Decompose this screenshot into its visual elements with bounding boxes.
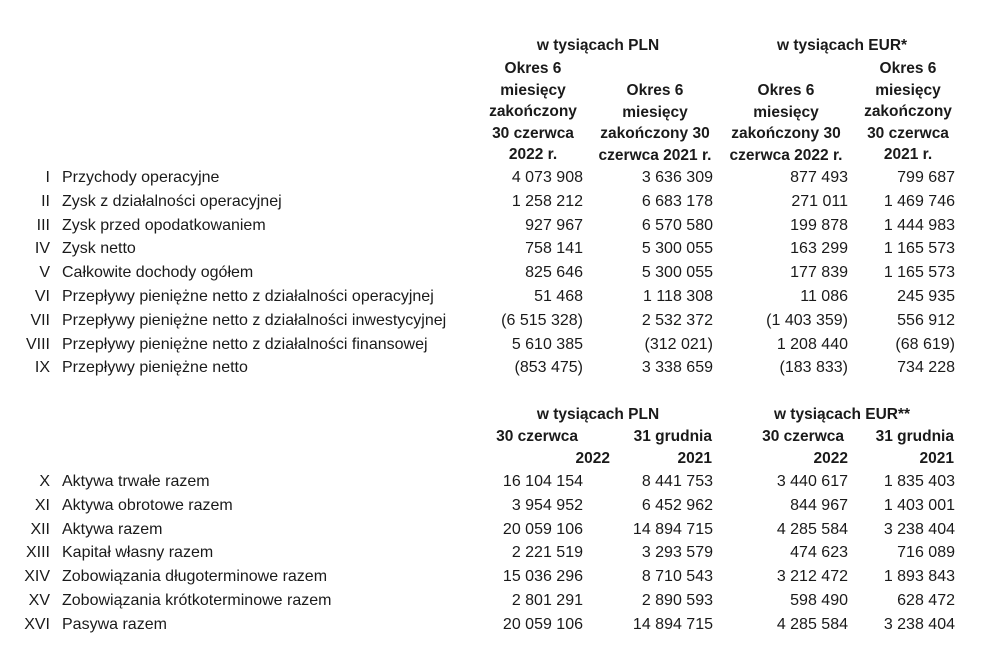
s2-group-pln: w tysiącach PLN: [536, 406, 660, 423]
row-roman-numeral: I: [45, 169, 50, 186]
row-value-col-2: 11 086: [800, 288, 848, 305]
row-value-col-0: 2 801 291: [511, 592, 583, 609]
row-value-col-0: 758 141: [525, 240, 583, 258]
row-value-col-1: 6 570 580: [641, 216, 713, 234]
row-value-col-0: 927 967: [525, 216, 583, 234]
s1-group-eur: w tysiącach EUR*: [776, 37, 908, 54]
row-value-col-1: 5 300 055: [641, 240, 713, 258]
row-label: Przepływy pieniężne netto: [62, 359, 248, 377]
row-value-col-3: 799 687: [897, 169, 955, 186]
row-value-col-3: 716 089: [897, 544, 955, 562]
row-roman-numeral: XIII: [25, 544, 50, 562]
row-value-col-2: 271 011: [791, 192, 848, 210]
row-value-col-2: 4 285 584: [776, 520, 848, 538]
row-label: Całkowite dochody ogółem: [62, 264, 254, 282]
row-value-col-2: 3 440 617: [776, 473, 848, 490]
row-label: Zobowiązania długoterminowe razem: [62, 568, 328, 586]
row-roman-numeral: V: [39, 264, 50, 282]
row-value-col-2: (183 833): [779, 359, 848, 377]
row-roman-numeral: X: [39, 473, 50, 490]
row-value-col-1: 2 532 372: [641, 311, 713, 329]
row-value-col-1: 8 710 543: [641, 568, 713, 586]
row-roman-numeral: VI: [34, 288, 50, 305]
row-value-col-0: (6 515 328): [501, 311, 583, 329]
row-value-col-1: 14 894 715: [632, 520, 713, 538]
row-value-col-1: 14 894 715: [632, 615, 713, 633]
row-roman-numeral: III: [36, 216, 50, 234]
row-value-col-3: 1 165 573: [883, 240, 955, 258]
row-value-col-0: 5 610 385: [511, 335, 583, 353]
row-value-col-1: 3 293 579: [641, 544, 713, 562]
row-value-col-2: 163 299: [790, 240, 848, 258]
row-value-col-2: (1 403 359): [766, 311, 848, 329]
row-value-col-3: 1 165 573: [883, 264, 955, 282]
s1-col-header-2: Okres 6 miesięcy zakończony 30 czerwca 2022 r.: [729, 82, 843, 164]
row-value-col-0: 20 059 106: [502, 520, 583, 538]
row-label: Przychody operacyjne: [62, 169, 220, 186]
row-value-col-1: 2 890 593: [641, 592, 713, 609]
s2-group-eur: w tysiącach EUR**: [773, 406, 911, 423]
row-roman-numeral: XII: [30, 520, 50, 538]
row-roman-numeral: XV: [28, 592, 50, 609]
row-value-col-1: 5 300 055: [641, 264, 713, 282]
row-label: Zobowiązania krótkoterminowe razem: [62, 592, 332, 609]
row-value-col-2: 877 493: [790, 169, 848, 186]
row-label: Zysk z działalności operacyjnej: [62, 192, 282, 210]
s1-col-header-3: Okres 6 miesięcy zakończony 30 czerwca 2021 r.: [864, 60, 952, 163]
row-roman-numeral: XIV: [24, 568, 50, 586]
row-label: Aktywa obrotowe razem: [62, 496, 233, 514]
row-value-col-1: 3 636 309: [641, 169, 713, 186]
row-value-col-2: 474 623: [790, 544, 848, 562]
row-value-col-3: 556 912: [897, 311, 955, 329]
row-value-col-3: 3 238 404: [883, 520, 955, 538]
row-value-col-2: 598 490: [790, 592, 848, 609]
row-value-col-2: 1 208 440: [776, 335, 848, 353]
row-label: Przepływy pieniężne netto z działalności operacyjnej: [62, 288, 434, 305]
row-value-col-3: 3 238 404: [883, 615, 955, 633]
row-label: Przepływy pieniężne netto z działalności finansowej: [62, 335, 428, 353]
row-value-col-2: 199 878: [790, 216, 848, 234]
s1-group-pln: w tysiącach PLN: [536, 37, 660, 54]
row-value-col-0: 3 954 952: [511, 496, 583, 514]
row-value-col-3: 245 935: [897, 288, 955, 305]
s2-col-header-2: 30 czerwca 2022: [762, 428, 848, 467]
row-label: Kapitał własny razem: [62, 544, 214, 562]
s2-col-header-1: 31 grudnia 2021: [633, 428, 712, 467]
row-label: Aktywa trwałe razem: [62, 473, 210, 490]
row-roman-numeral: IV: [34, 240, 50, 258]
row-value-col-3: (68 619): [895, 335, 955, 353]
row-value-col-3: 1 403 001: [883, 496, 955, 514]
row-label: Pasywa razem: [62, 615, 167, 633]
row-value-col-1: 6 452 962: [641, 496, 713, 514]
row-label: Aktywa razem: [62, 520, 163, 538]
row-value-col-3: 1 444 983: [883, 216, 955, 234]
row-value-col-2: 844 967: [790, 496, 848, 514]
row-value-col-0: 15 036 296: [502, 568, 583, 586]
row-value-col-1: 8 441 753: [641, 473, 713, 490]
row-value-col-1: 6 683 178: [641, 192, 713, 210]
row-roman-numeral: XI: [34, 496, 50, 514]
row-value-col-0: 825 646: [525, 264, 583, 282]
row-label: Zysk netto: [62, 240, 136, 258]
s1-col-header-0: Okres 6 miesięcy zakończony 30 czerwca 2022 r.: [489, 60, 577, 163]
row-value-col-2: 3 212 472: [776, 568, 848, 586]
s1-col-header-1: Okres 6 miesięcy zakończony 30 czerwca 2021 r.: [598, 82, 712, 164]
row-label: Zysk przed opodatkowaniem: [62, 216, 266, 234]
row-roman-numeral: XVI: [24, 615, 50, 633]
row-value-col-2: 177 839: [790, 264, 848, 282]
s2-col-header-0: 30 czerwca 2022: [496, 428, 610, 467]
row-value-col-0: 20 059 106: [502, 615, 583, 633]
row-value-col-0: 4 073 908: [511, 169, 583, 186]
row-value-col-0: (853 475): [514, 359, 583, 377]
row-value-col-3: 734 228: [897, 359, 955, 377]
row-label: Przepływy pieniężne netto z działalności inwestycyjnej: [62, 311, 447, 329]
row-value-col-1: 3 338 659: [641, 359, 713, 377]
row-value-col-2: 4 285 584: [776, 615, 848, 633]
row-value-col-0: 2 221 519: [511, 544, 583, 562]
row-roman-numeral: IX: [34, 359, 50, 377]
row-value-col-1: (312 021): [644, 335, 713, 353]
row-value-col-3: 1 835 403: [883, 473, 955, 490]
s2-col-header-3: 31 grudnia 2021: [875, 428, 954, 467]
row-roman-numeral: VII: [30, 311, 50, 329]
row-roman-numeral: II: [41, 192, 50, 210]
row-value-col-3: 628 472: [897, 592, 955, 609]
row-value-col-0: 1 258 212: [511, 192, 583, 210]
row-value-col-0: 51 468: [534, 288, 583, 305]
row-value-col-0: 16 104 154: [502, 473, 583, 490]
row-value-col-3: 1 893 843: [883, 568, 955, 586]
row-value-col-1: 1 118 308: [643, 288, 713, 305]
row-value-col-3: 1 469 746: [883, 192, 955, 210]
row-roman-numeral: VIII: [25, 335, 50, 353]
